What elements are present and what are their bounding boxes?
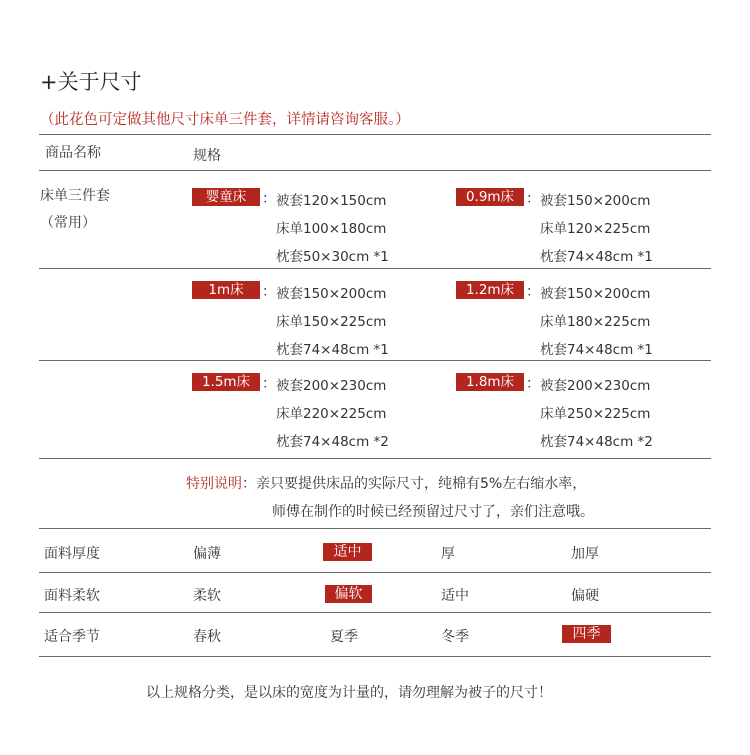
special-note-line-2: 师傅在制作的时候已经预留过尺寸了，亲们注意哦。 xyxy=(272,504,594,520)
size-spec-line: 枕套50×30cm *1 xyxy=(276,249,389,265)
colon: ： xyxy=(262,376,276,392)
size-spec-line: 床单180×225cm xyxy=(540,314,651,330)
section-title: +关于尺寸 xyxy=(40,70,142,94)
colon: ： xyxy=(526,376,540,392)
size-spec-line: 枕套74×48cm *1 xyxy=(276,342,389,358)
attribute-option-selected: 适中 xyxy=(323,543,372,561)
special-note-label: 特别说明 xyxy=(186,476,242,492)
size-spec-line: 枕套74×48cm *2 xyxy=(276,434,389,450)
size-spec-line: 床单100×180cm xyxy=(276,221,387,237)
divider xyxy=(39,458,711,459)
size-spec-line: 枕套74×48cm *1 xyxy=(540,249,653,265)
attribute-option-selected: 四季 xyxy=(562,625,611,643)
colon: ： xyxy=(262,191,276,207)
size-tag-0-9m: 0.9m床 xyxy=(456,188,524,206)
size-spec-line: 枕套74×48cm *1 xyxy=(540,342,653,358)
size-spec-line: 被套150×200cm xyxy=(276,286,387,302)
colon: ： xyxy=(526,284,540,300)
size-spec-line: 被套200×230cm xyxy=(540,378,651,394)
product-name: 床单三件套 xyxy=(40,188,110,204)
size-tag-1-5m: 1.5m床 xyxy=(192,373,260,391)
attribute-option: 春秋 xyxy=(193,629,221,645)
colon: ： xyxy=(262,284,276,300)
attribute-label-season: 适合季节 xyxy=(44,629,100,645)
attribute-option-selected: 偏软 xyxy=(325,585,372,603)
divider xyxy=(39,268,711,269)
size-spec-line: 被套150×200cm xyxy=(540,193,651,209)
footer-note: 以上规格分类，是以床的宽度为计量的，请勿理解为被子的尺寸！ xyxy=(146,685,552,701)
divider xyxy=(39,134,711,135)
attribute-label-softness: 面料柔软 xyxy=(44,588,100,604)
size-spec-line: 被套120×150cm xyxy=(276,193,387,209)
product-subtitle: （常用） xyxy=(40,215,96,231)
size-spec-line: 被套150×200cm xyxy=(540,286,651,302)
size-spec-line: 床单250×225cm xyxy=(540,406,651,422)
attribute-option: 厚 xyxy=(441,546,455,562)
size-spec-line: 床单150×225cm xyxy=(276,314,387,330)
divider xyxy=(39,170,711,171)
colon: ： xyxy=(526,191,540,207)
custom-size-note: （此花色可定做其他尺寸床单三件套，详情请咨询客服。） xyxy=(40,112,410,128)
size-tag-baby: 婴童床 xyxy=(192,188,260,206)
attribute-option: 加厚 xyxy=(571,546,599,562)
attribute-option: 偏硬 xyxy=(571,588,599,604)
size-spec-line: 被套200×230cm xyxy=(276,378,387,394)
size-tag-1m: 1m床 xyxy=(192,281,260,299)
size-spec-line: 床单220×225cm xyxy=(276,406,387,422)
header-spec: 规格 xyxy=(193,148,221,164)
size-spec-line: 床单120×225cm xyxy=(540,221,651,237)
size-tag-1-2m: 1.2m床 xyxy=(456,281,524,299)
attribute-option: 偏薄 xyxy=(193,546,221,562)
divider xyxy=(39,528,711,529)
divider xyxy=(39,612,711,613)
divider xyxy=(39,656,711,657)
special-note-text: ：亲只要提供床品的实际尺寸，纯棉有5%左右缩水率， xyxy=(242,476,587,492)
header-product-name: 商品名称 xyxy=(45,145,101,161)
attribute-option: 适中 xyxy=(441,588,469,604)
attribute-label-thickness: 面料厚度 xyxy=(44,546,100,562)
attribute-option: 冬季 xyxy=(441,629,469,645)
attribute-option: 夏季 xyxy=(330,629,358,645)
divider xyxy=(39,360,711,361)
special-note-line-1 xyxy=(186,473,586,493)
size-spec-line: 枕套74×48cm *2 xyxy=(540,434,653,450)
attribute-option: 柔软 xyxy=(193,588,221,604)
size-tag-1-8m: 1.8m床 xyxy=(456,373,524,391)
divider xyxy=(39,572,711,573)
